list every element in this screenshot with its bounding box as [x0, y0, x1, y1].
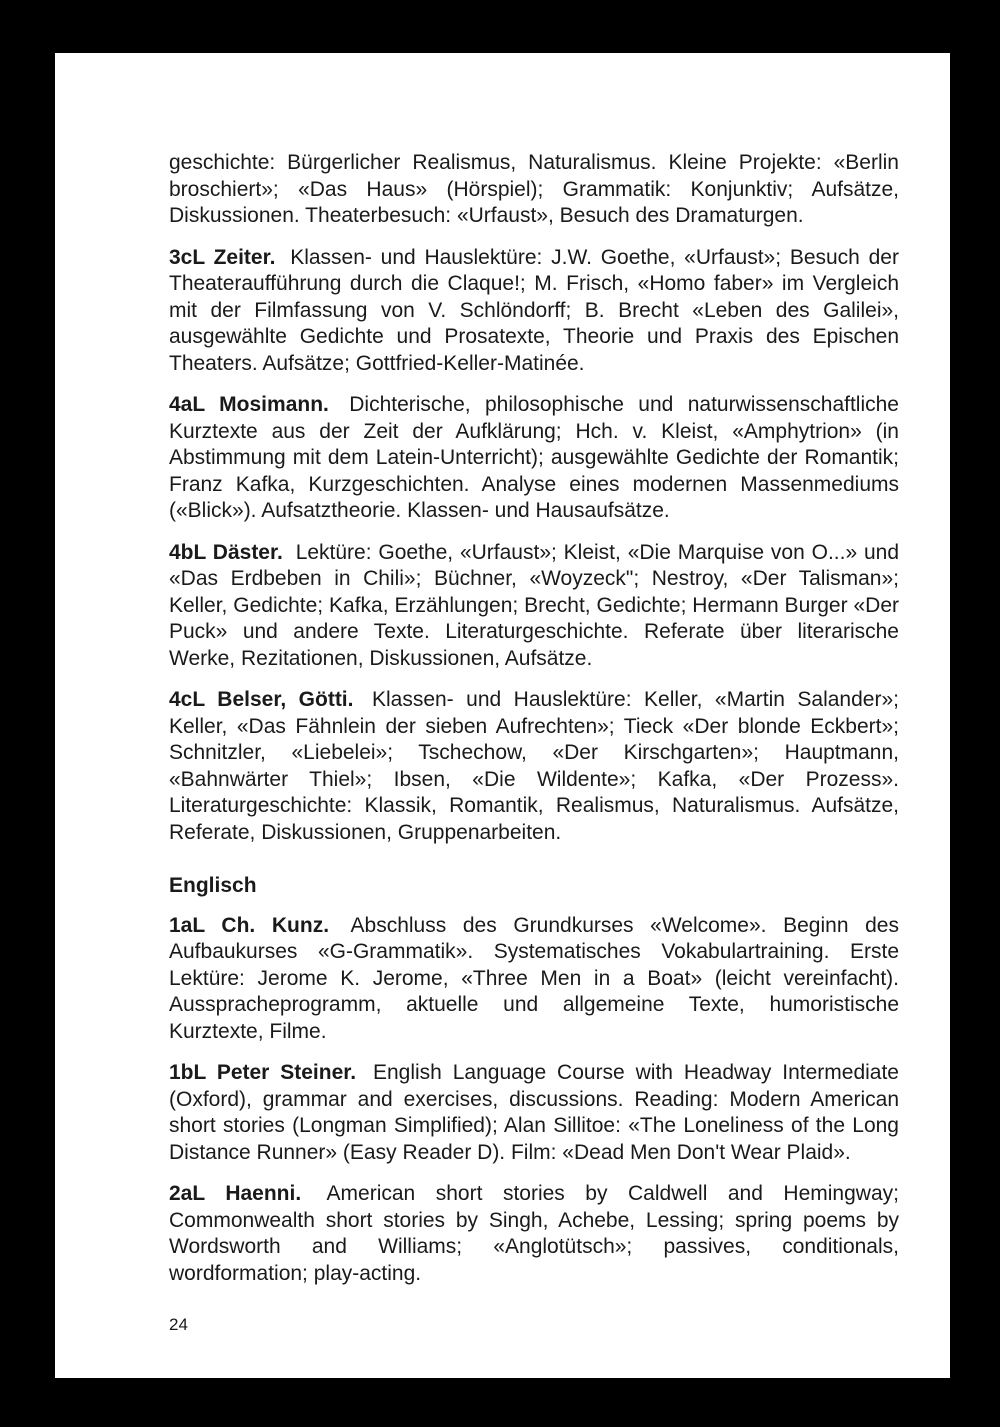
class-teacher-label: 4aL Mosimann.	[169, 393, 329, 416]
page-content	[169, 150, 899, 1302]
document-page	[55, 53, 950, 1378]
paragraph-geschichte-continued	[169, 150, 899, 230]
paragraph-1al-kunz	[169, 913, 899, 1046]
class-teacher-label: 4cL Belser, Götti.	[169, 688, 354, 711]
paragraph-text: Abschluss des Grundkurses «Welcome». Beginn des Aufbaukurses «G-Grammatik». Systematisches Vokabulartraining. Erste Lektüre: Jerome K. Jerome, «Three Men in a Boat» (leicht vereinfacht). Ausspracheprogramm, aktuelle und allgemeine Texte, humoristische Kurztexte, Filme.	[169, 913, 899, 1043]
class-teacher-label: 3cL Zeiter.	[169, 245, 276, 269]
class-teacher-label: 4bL Däster.	[169, 540, 283, 564]
paragraph-text: American short stories by Caldwell and Hemingway; Commonwealth short stories by Singh, Achebe, Lessing; spring poems by Wordsworth and Williams; «Anglotütsch»; passives, conditionals, wordformation; play-acting.	[169, 1182, 899, 1285]
paragraph-text: Lektüre: Goethe, «Urfaust»; Kleist, «Die Marquise von O...» und «Das Erdbeben in Chili»; Büchner, «Woyzeck"; Nestroy, «Der Talisman»; Keller, Gedichte; Kafka, Erzählungen; Brecht, Gedichte; Hermann Burger «Der Puck» und andere Texte. Literaturgeschichte. Referate über literarische Werke, Rezitationen, Diskussionen, Aufsätze.	[169, 540, 899, 670]
paragraph-text: geschichte: Bürgerlicher Realismus, Naturalismus. Kleine Projekte: «Berlin broschiert»; «Das Haus» (Hörspiel); Grammatik: Konjunktiv; Aufsätze, Diskussionen. Theaterbesuch: «Urfaust», Besuch des Dramaturgen.	[169, 151, 899, 227]
paragraph-2al-haenni	[169, 1181, 899, 1287]
paragraph-3cl-zeiter	[169, 245, 899, 378]
section-heading-englisch: Englisch	[169, 874, 257, 897]
paragraph-text: Klassen- und Hauslektüre: J.W. Goethe, «Urfaust»; Besuch der Theateraufführung durch die Claque!; M. Frisch, «Homo faber» im Vergleich mit der Filmfassung von V. Schlöndorff; B. Brecht «Leben des Galilei», ausgewählte Gedichte und Prosatexte, Theorie und Praxis des Epischen Theaters. Aufsätze; Gottfried-Keller-Matinée.	[169, 245, 899, 375]
paragraph-text: Dichterische, philosophische und naturwissenschaftliche Kurztexte aus der Zeit der Aufklärung; Hch. v. Kleist, «Amphytrion» (in Abstimmung mit dem Latein-Unterricht); ausgewählte Gedichte der Romantik; Franz Kafka, Kurzgeschichten. Analyse eines modernen Massenmediums («Blick»). Aufsatztheorie. Klassen- und Hausaufsätze.	[169, 393, 899, 522]
paragraph-4bl-daster	[169, 540, 899, 673]
paragraph-text: Klassen- und Hauslektüre: Keller, «Martin Salander»; Keller, «Das Fähnlein der sieben Aufrechten»; Tieck «Der blonde Eckbert»; Schnitzler, «Liebelei»; Tschechow, «Der Kirschgarten»; Hauptmann, «Bahnwärter Thiel»; Ibsen, «Die Wildente»; Kafka, «Der Prozess». Literaturgeschichte: Klassik, Romantik, Realismus, Naturalismus. Aufsätze, Referate, Diskussionen, Gruppenarbeiten.	[169, 688, 899, 844]
paragraph-text: English Language Course with Headway Intermediate (Oxford), grammar and exercises, discussions. Reading: Modern American short stories (Longman Simplified); Alan Sillitoe: «The Loneliness of the Long Distance Runner» (Easy Reader D). Film: «Dead Men Don't Wear Plaid».	[169, 1061, 899, 1164]
class-teacher-label: 2aL Haenni.	[169, 1182, 302, 1205]
page-number: 24	[169, 1315, 188, 1334]
paragraph-1bl-steiner	[169, 1060, 899, 1166]
class-teacher-label: 1aL Ch. Kunz.	[169, 913, 330, 937]
paragraph-4al-mosimann	[169, 392, 899, 525]
class-teacher-label: 1bL Peter Steiner.	[169, 1061, 357, 1084]
paragraph-4cl-belser-gotti	[169, 687, 899, 846]
